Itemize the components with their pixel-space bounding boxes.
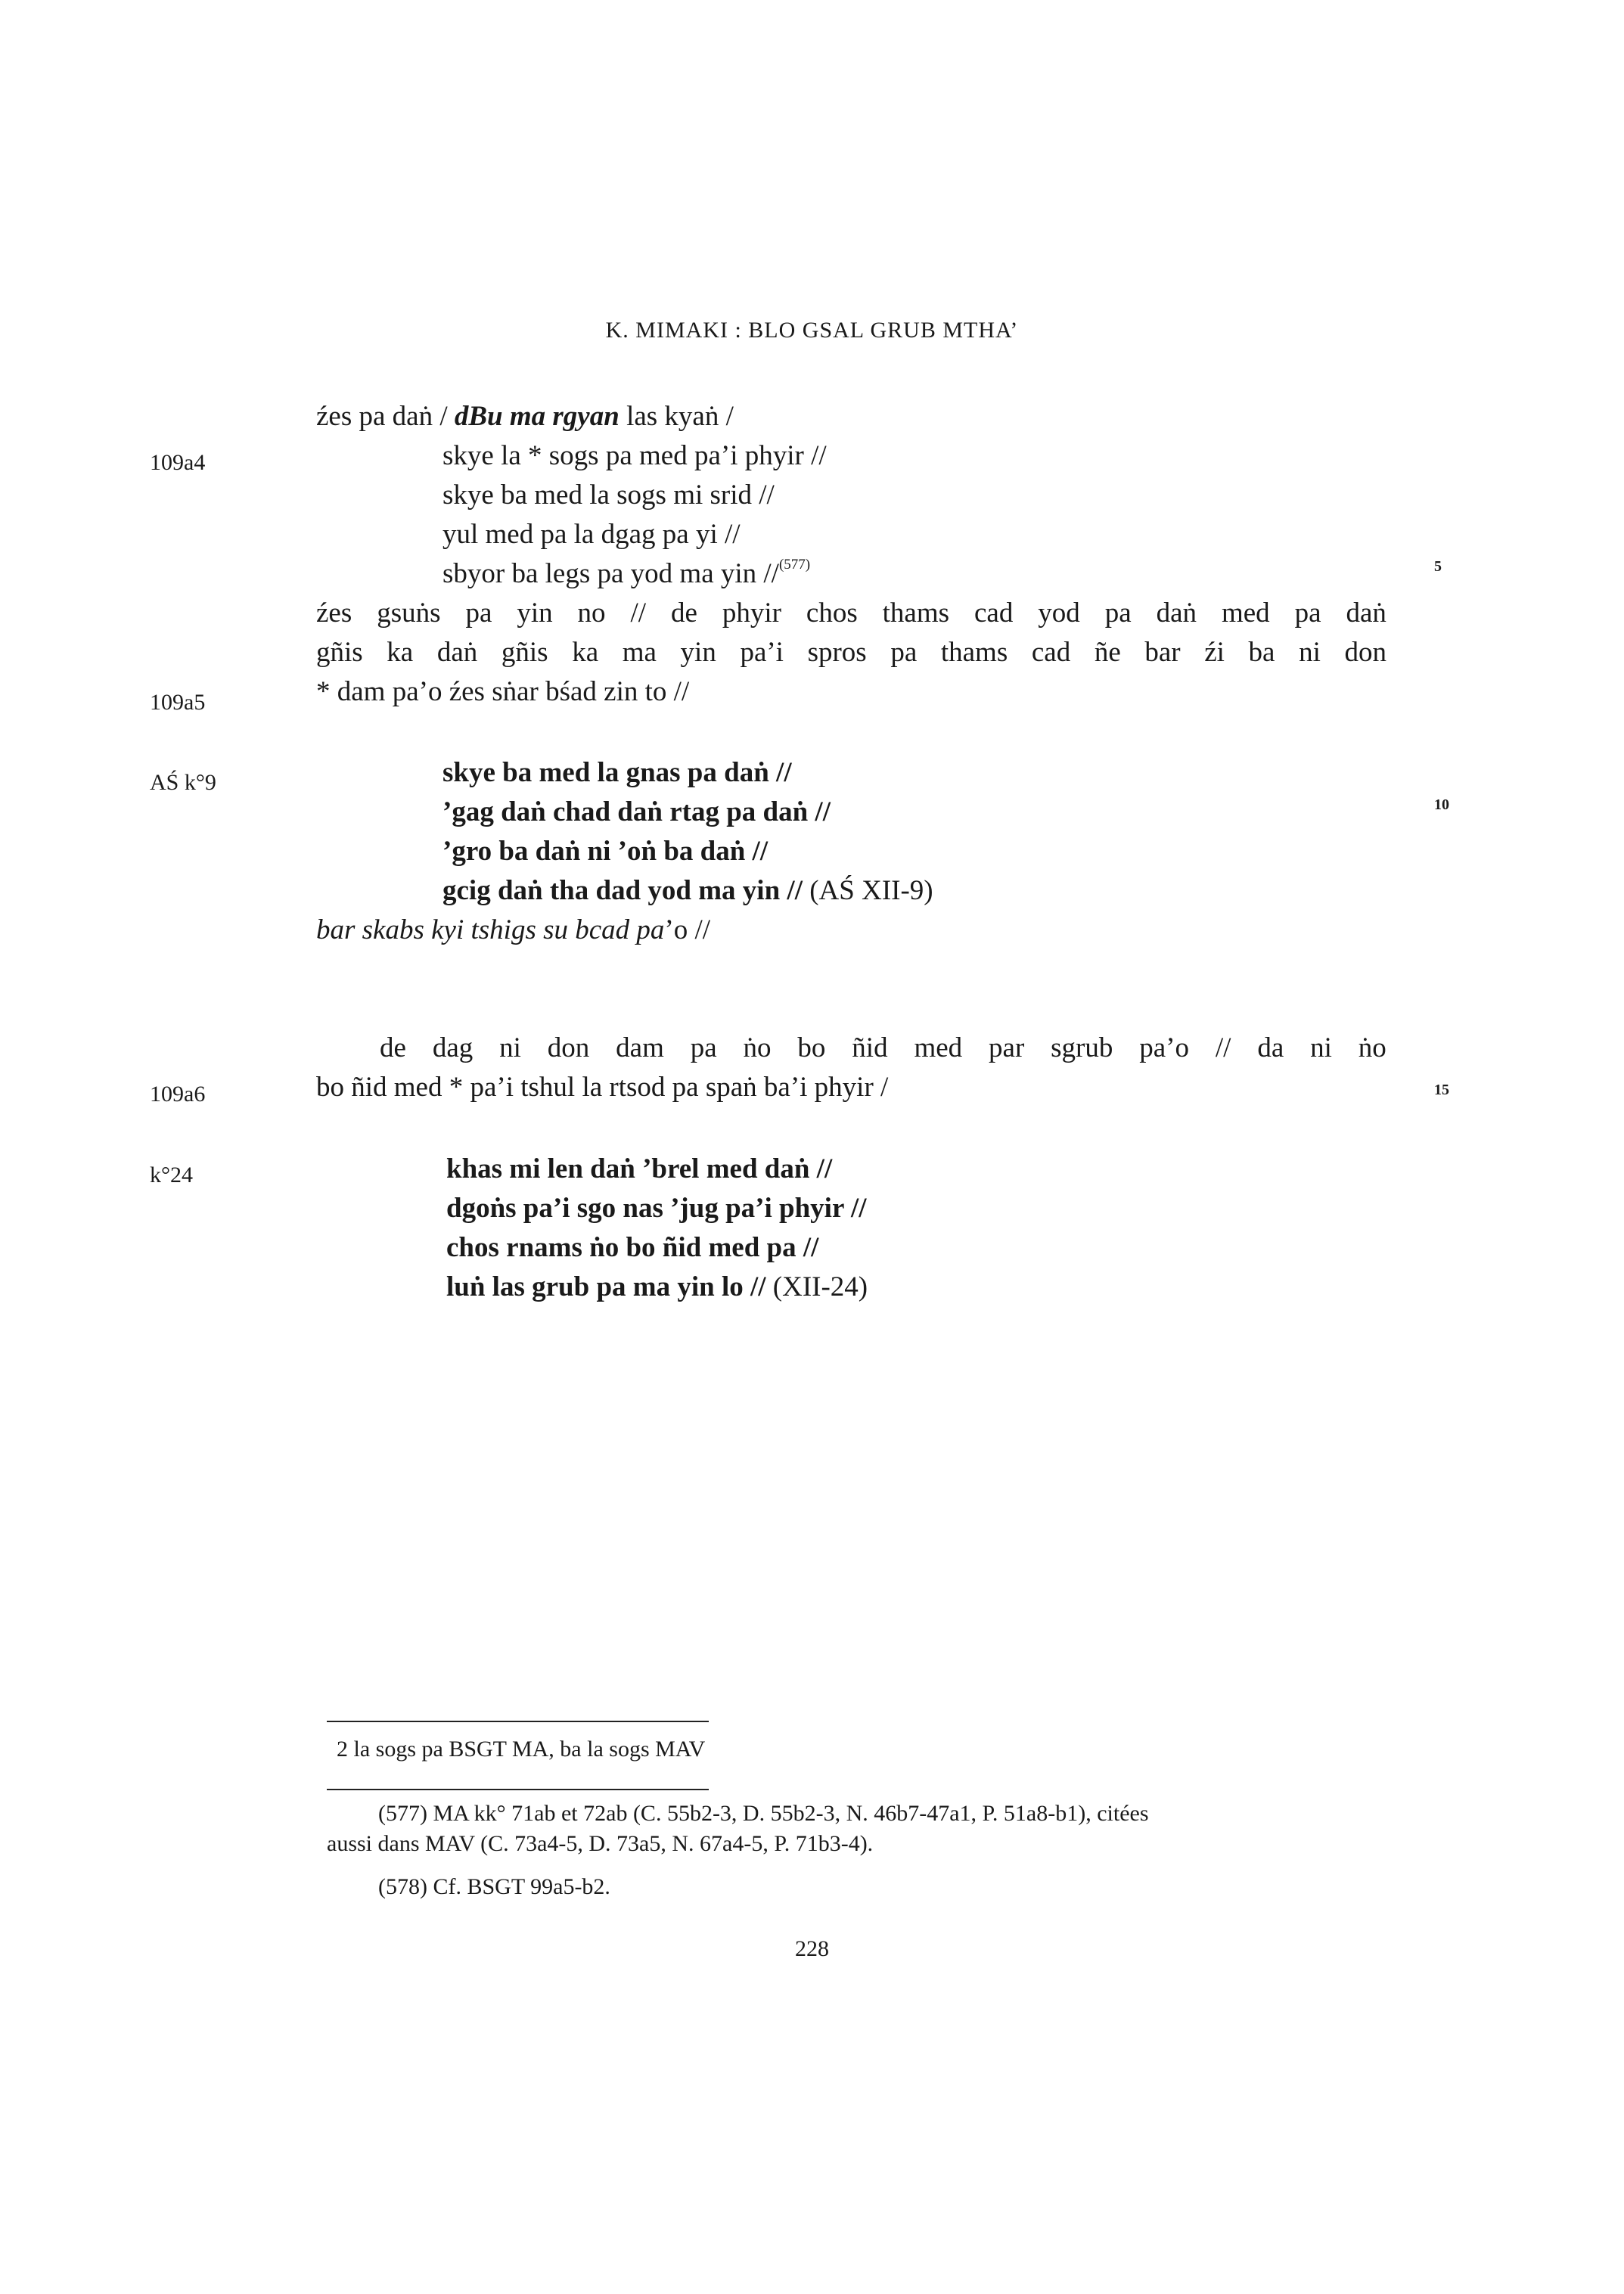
verse-line: ’gro ba daṅ ni ’oṅ ba daṅ // xyxy=(442,836,769,867)
page-number: 228 xyxy=(795,1936,829,1961)
text-line: źes pa daṅ / dBu ma rgyan las kyaṅ / xyxy=(316,401,734,432)
caption-line: bar skabs kyi tshigs su bcad pa’o // xyxy=(316,914,711,945)
verse-reference: (AŚ XII-9) xyxy=(802,875,933,906)
footnote-577: (577) MA kk° 71ab et 72ab (C. 55b2-3, D. 55b2-3, N. 46b7-47a1, P. 51a8-b1), citées xyxy=(378,1801,1149,1826)
prose-line: de dag ni don dam pa ṅo bo ñid med par sgrub pa’o // da ni ṅo xyxy=(380,1032,1386,1063)
prose-line: * dam pa’o źes sṅar bśad zin to // xyxy=(316,676,690,707)
variant-note: 2 la sogs pa BSGT MA, ba la sogs MAV xyxy=(337,1737,706,1762)
running-header: K. MIMAKI : BLO GSAL GRUB MTHA’ xyxy=(605,318,1019,343)
prose-line: gñis ka daṅ gñis ka ma yin pa’i spros pa thams cad ñe bar źi ba ni don xyxy=(316,637,1386,668)
footnote-rule xyxy=(327,1789,709,1790)
verse-line: skye la * sogs pa med pa’i phyir // xyxy=(442,440,827,471)
text-title: dBu ma rgyan xyxy=(454,401,619,432)
verse-line: sbyor ba legs pa yod ma yin //$^{(577)}$ xyxy=(442,557,811,589)
verse-reference: (XII-24) xyxy=(765,1271,868,1302)
verse-line: yul med pa la dgag pa yi // xyxy=(442,519,741,550)
line-number-5: 5 xyxy=(1434,558,1442,575)
verse-line: ’gag daṅ chad daṅ rtag pa daṅ // xyxy=(442,796,831,827)
prose-line: bo ñid med * pa’i tshul la rtsod pa spaṅ ba’i phyir / xyxy=(316,1072,889,1103)
margin-ref-k24: k°24 xyxy=(150,1163,193,1187)
footnote-578: (578) Cf. BSGT 99a5-b2. xyxy=(378,1874,610,1899)
verse-line: chos rnams ṅo bo ñid med pa // xyxy=(446,1232,819,1263)
verse-line: skye ba med la sogs mi srid // xyxy=(442,480,775,511)
verse-line: skye ba med la gnas pa daṅ // xyxy=(442,757,792,788)
margin-ref-109a5: 109a5 xyxy=(150,690,206,715)
margin-ref-109a6: 109a6 xyxy=(150,1082,206,1107)
verse-line: dgoṅs pa’i sgo nas ’jug pa’i phyir // xyxy=(446,1193,867,1224)
verse-line: khas mi len daṅ ’brel med daṅ // xyxy=(446,1153,833,1184)
line-number-15: 15 xyxy=(1434,1082,1449,1098)
line-number-10: 10 xyxy=(1434,796,1449,813)
margin-ref-as-k9: AŚ k°9 xyxy=(150,770,216,795)
footnote-577-cont: aussi dans MAV (C. 73a4-5, D. 73a5, N. 67a4-5, P. 71b3-4). xyxy=(327,1831,874,1856)
prose-line: źes gsuṅs pa yin no // de phyir chos thams cad yod pa daṅ med pa daṅ xyxy=(316,598,1386,629)
verse-line: gcig daṅ tha dad yod ma yin // (AŚ XII-9) xyxy=(442,875,933,906)
apparatus-rule xyxy=(327,1721,709,1722)
footnote-marker: (577) xyxy=(778,557,811,573)
margin-ref-109a4: 109a4 xyxy=(150,450,206,475)
verse-line: luṅ las grub pa ma yin lo // (XII-24) xyxy=(446,1271,868,1302)
